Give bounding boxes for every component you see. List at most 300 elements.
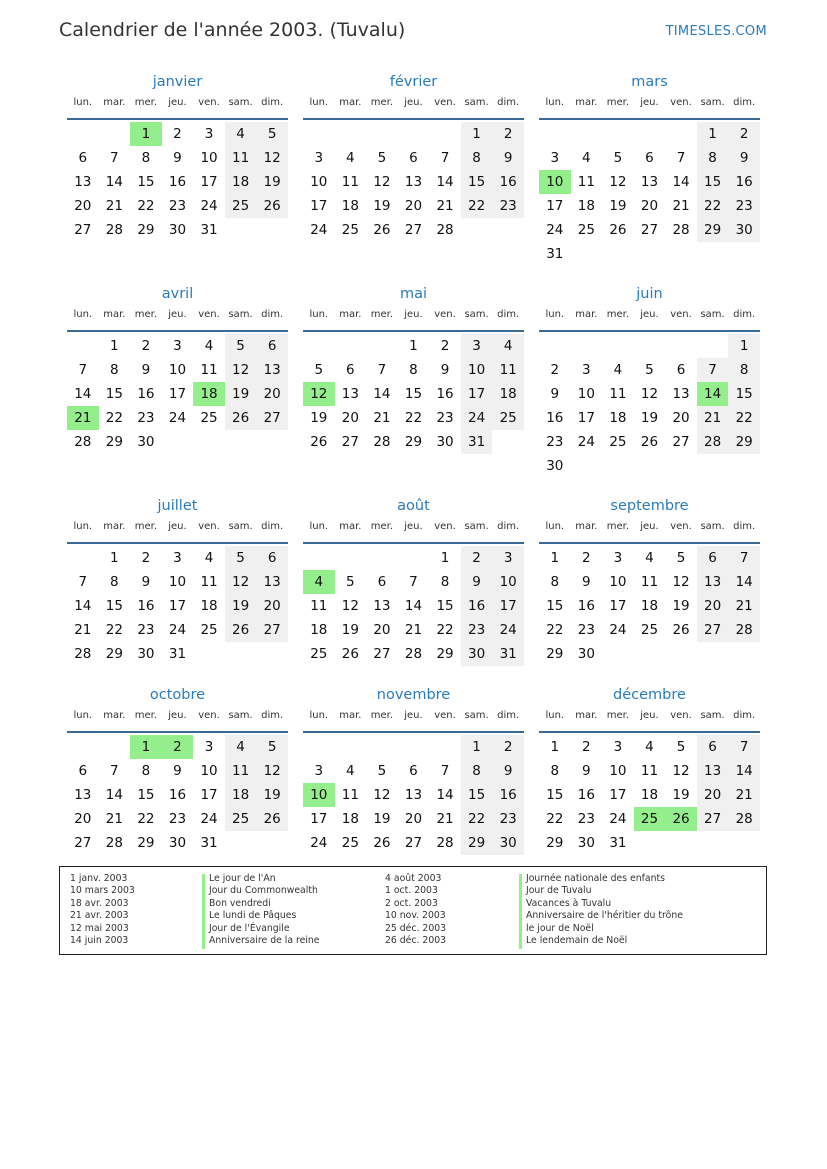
- weekday-label: ven.: [670, 97, 692, 108]
- day-cell: 24: [200, 811, 218, 827]
- weekday-label: dim.: [261, 710, 284, 721]
- empty-cell: [429, 735, 461, 759]
- day-cell: 26: [256, 194, 288, 218]
- weekday-label: mer.: [370, 97, 394, 108]
- day-cell: 18: [341, 198, 359, 214]
- day-grid: [539, 122, 760, 266]
- day-cell: 6: [676, 362, 686, 378]
- day-cell: 22: [546, 811, 564, 827]
- month-name: novembre: [376, 687, 451, 703]
- day-cell: 24: [168, 410, 187, 426]
- day-cell: 24: [461, 406, 493, 430]
- weekday-label: ven.: [434, 521, 456, 532]
- day-cell: 30: [461, 642, 493, 666]
- day-cell: 10: [461, 358, 493, 382]
- day-cell: 12: [640, 386, 659, 402]
- day-cell: 27: [341, 434, 359, 450]
- legend-date: 18 avr. 2003: [70, 897, 129, 909]
- legend-holiday: Bon vendredi: [209, 897, 271, 909]
- day-cell: 15: [728, 382, 760, 406]
- day-cell: 6: [377, 574, 387, 590]
- day-cell: 6: [409, 763, 418, 779]
- legend-date: 2 oct. 2003: [385, 897, 438, 909]
- weekday-label: dim.: [733, 710, 756, 721]
- day-cell: 14: [436, 787, 454, 803]
- day-cell: 6: [346, 362, 355, 378]
- day-cell: 28: [74, 434, 92, 450]
- day-cell: 12: [225, 570, 257, 594]
- legend-holiday: Vacances à Tuvalu: [526, 897, 612, 909]
- day-cell: 28: [728, 618, 760, 642]
- day-cell: 15: [546, 598, 564, 614]
- empty-cell: [335, 122, 367, 146]
- holiday-day: 12: [303, 382, 335, 406]
- weekday-label: mar.: [339, 710, 362, 721]
- day-cell: 29: [105, 646, 123, 662]
- day-cell: 1: [550, 550, 560, 566]
- day-cell: 18: [640, 598, 659, 614]
- day-cell: 23: [577, 811, 595, 827]
- day-cell: 3: [173, 338, 182, 354]
- month-name: février: [389, 74, 438, 90]
- day-cell: 19: [225, 382, 257, 406]
- day-cell: 18: [310, 622, 328, 638]
- day-cell: 16: [728, 170, 760, 194]
- day-cell: 14: [74, 386, 92, 402]
- day-cell: 5: [613, 150, 623, 166]
- day-cell: 23: [137, 410, 155, 426]
- day-cell: 2: [582, 550, 591, 566]
- weekday-label: jeu.: [168, 710, 187, 721]
- day-cell: 23: [492, 807, 524, 831]
- day-cell: 5: [314, 362, 324, 378]
- day-cell: 6: [697, 735, 729, 759]
- day-cell: 25: [225, 194, 257, 218]
- day-cell: 5: [676, 739, 686, 755]
- day-cell: 3: [314, 150, 324, 166]
- weekday-label: mer.: [134, 521, 158, 532]
- weekday-label: sam.: [700, 521, 725, 532]
- month-name: mai: [399, 286, 428, 302]
- month-block: [539, 284, 760, 478]
- day-cell: 19: [256, 783, 288, 807]
- day-cell: 4: [613, 362, 623, 378]
- month-block: [67, 72, 288, 242]
- day-cell: 17: [609, 598, 627, 614]
- weekday-label: mar.: [103, 710, 126, 721]
- day-cell: 9: [440, 362, 450, 378]
- day-cell: 4: [492, 334, 524, 358]
- day-cell: 26: [341, 646, 359, 662]
- legend-date: 1 janv. 2003: [70, 873, 128, 884]
- weekday-label: dim.: [733, 521, 756, 532]
- empty-cell: [665, 122, 697, 146]
- day-cell: 6: [256, 334, 288, 358]
- day-cell: 21: [728, 594, 760, 618]
- legend-date: 25 déc. 2003: [385, 922, 447, 934]
- day-cell: 23: [577, 622, 595, 638]
- day-cell: 22: [697, 194, 729, 218]
- day-cell: 27: [672, 434, 690, 450]
- day-cell: 22: [105, 410, 123, 426]
- month-name: octobre: [149, 687, 206, 703]
- day-cell: 21: [436, 811, 454, 827]
- day-cell: 22: [461, 807, 493, 831]
- legend-date: 14 juin 2003: [70, 935, 129, 947]
- day-cell: 24: [577, 434, 595, 450]
- weekday-label: dim.: [261, 97, 284, 108]
- day-cell: 5: [676, 550, 686, 566]
- legend-date: 4 août 2003: [385, 873, 442, 884]
- day-cell: 24: [492, 618, 524, 642]
- month-block: [67, 284, 288, 454]
- day-cell: 29: [137, 835, 155, 851]
- day-cell: 12: [256, 759, 288, 783]
- day-cell: 9: [550, 386, 560, 402]
- legend-holiday: Journée nationale des enfants: [526, 873, 666, 884]
- day-cell: 31: [546, 246, 564, 262]
- day-cell: 12: [373, 174, 391, 190]
- day-cell: 27: [404, 222, 423, 238]
- empty-cell: [366, 546, 398, 570]
- day-cell: 14: [728, 759, 760, 783]
- day-cell: 30: [137, 646, 155, 662]
- day-grid: [67, 334, 288, 454]
- empty-cell: [539, 122, 571, 146]
- day-cell: 19: [640, 410, 659, 426]
- day-cell: 13: [373, 598, 391, 614]
- weekday-label: mer.: [134, 710, 158, 721]
- holiday-day: 1: [130, 122, 162, 146]
- day-cell: 26: [225, 406, 257, 430]
- empty-cell: [303, 334, 335, 358]
- weekday-label: mer.: [370, 710, 394, 721]
- day-cell: 14: [404, 598, 423, 614]
- day-cell: 18: [200, 598, 218, 614]
- day-cell: 7: [676, 150, 686, 166]
- day-cell: 9: [582, 574, 591, 590]
- day-cell: 2: [141, 338, 151, 354]
- day-cell: 27: [256, 618, 288, 642]
- day-cell: 27: [373, 646, 391, 662]
- day-cell: 23: [436, 410, 454, 426]
- holiday-legend: [59, 866, 767, 955]
- weekday-label: lun.: [73, 309, 93, 320]
- day-cell: 9: [582, 763, 591, 779]
- day-cell: 28: [105, 222, 123, 238]
- day-cell: 20: [640, 198, 659, 214]
- day-cell: 13: [341, 386, 359, 402]
- empty-cell: [99, 735, 131, 759]
- day-cell: 19: [672, 787, 690, 803]
- day-cell: 16: [461, 594, 493, 618]
- weekday-label: jeu.: [404, 97, 423, 108]
- holiday-day: 21: [67, 406, 99, 430]
- day-cell: 11: [577, 174, 595, 190]
- day-cell: 18: [577, 198, 595, 214]
- day-cell: 1: [110, 338, 119, 354]
- day-cell: 21: [105, 811, 123, 827]
- day-cell: 15: [137, 174, 155, 190]
- day-cell: 5: [225, 546, 257, 570]
- day-cell: 26: [225, 618, 257, 642]
- day-cell: 11: [225, 146, 257, 170]
- day-grid: [67, 546, 288, 666]
- day-cell: 22: [404, 410, 423, 426]
- legend-holiday: le jour de Noël: [526, 922, 594, 934]
- holiday-day: 25: [634, 807, 666, 831]
- legend-date: 12 mai 2003: [70, 922, 129, 934]
- day-cell: 20: [256, 594, 288, 618]
- legend-holiday: Jour de l'Évangile: [209, 922, 290, 934]
- day-cell: 7: [110, 763, 119, 779]
- weekday-label: ven.: [198, 97, 220, 108]
- weekday-label: mar.: [103, 309, 126, 320]
- day-cell: 3: [492, 546, 524, 570]
- weekday-label: ven.: [434, 97, 456, 108]
- day-cell: 3: [314, 763, 324, 779]
- day-cell: 22: [105, 622, 123, 638]
- month-name: avril: [161, 286, 194, 302]
- day-cell: 23: [168, 811, 187, 827]
- legend-holiday: Le lundi de Pâques: [209, 910, 297, 922]
- day-cell: 23: [137, 622, 155, 638]
- day-cell: 13: [672, 386, 690, 402]
- day-cell: 16: [436, 386, 454, 402]
- weekday-label: lun.: [545, 97, 565, 108]
- day-cell: 1: [440, 550, 450, 566]
- day-cell: 29: [546, 835, 564, 851]
- holiday-day: 2: [162, 735, 194, 759]
- day-cell: 31: [200, 835, 218, 851]
- month-name: août: [397, 498, 430, 514]
- day-cell: 27: [74, 222, 92, 238]
- day-cell: 3: [173, 550, 182, 566]
- day-cell: 20: [672, 410, 690, 426]
- empty-cell: [303, 735, 335, 759]
- day-cell: 1: [110, 550, 119, 566]
- weekday-label: sam.: [464, 97, 489, 108]
- day-cell: 28: [728, 807, 760, 831]
- day-cell: 19: [310, 410, 328, 426]
- weekday-label: jeu.: [404, 710, 423, 721]
- day-cell: 23: [728, 194, 760, 218]
- legend-holiday: Le jour de l'An: [209, 873, 276, 884]
- day-cell: 9: [141, 362, 151, 378]
- page-title: Calendrier de l'année 2003. (Tuvalu): [59, 19, 406, 41]
- day-cell: 20: [256, 382, 288, 406]
- empty-cell: [67, 546, 99, 570]
- day-cell: 15: [461, 783, 493, 807]
- day-cell: 3: [613, 550, 623, 566]
- weekday-label: lun.: [545, 309, 565, 320]
- day-cell: 1: [697, 122, 729, 146]
- day-cell: 30: [577, 646, 595, 662]
- day-cell: 21: [404, 622, 423, 638]
- day-cell: 29: [728, 430, 760, 454]
- weekday-label: ven.: [434, 309, 456, 320]
- day-cell: 3: [550, 150, 560, 166]
- day-cell: 27: [640, 222, 659, 238]
- day-cell: 7: [110, 150, 119, 166]
- day-cell: 2: [141, 550, 151, 566]
- day-cell: 13: [640, 174, 659, 190]
- day-cell: 3: [582, 362, 591, 378]
- day-cell: 17: [200, 174, 218, 190]
- empty-cell: [429, 122, 461, 146]
- day-cell: 18: [492, 382, 524, 406]
- day-cell: 9: [461, 570, 493, 594]
- month-block: [303, 284, 524, 454]
- day-cell: 15: [105, 386, 123, 402]
- day-cell: 7: [728, 735, 760, 759]
- weekday-label: dim.: [261, 521, 284, 532]
- weekday-label: lun.: [545, 710, 565, 721]
- day-cell: 25: [492, 406, 524, 430]
- day-cell: 7: [78, 362, 88, 378]
- day-cell: 9: [728, 146, 760, 170]
- empty-cell: [571, 122, 603, 146]
- day-cell: 29: [697, 218, 729, 242]
- month-block: [67, 496, 288, 666]
- brand-link[interactable]: TIMESLES.COM: [665, 24, 767, 39]
- day-cell: 6: [697, 546, 729, 570]
- weekday-label: mar.: [575, 710, 598, 721]
- holiday-day: 1: [130, 735, 162, 759]
- day-cell: 31: [168, 646, 187, 662]
- day-cell: 23: [492, 194, 524, 218]
- weekday-label: lun.: [73, 97, 93, 108]
- empty-cell: [602, 122, 634, 146]
- day-cell: 13: [404, 174, 423, 190]
- day-cell: 27: [404, 835, 423, 851]
- weekday-label: jeu.: [168, 309, 187, 320]
- empty-cell: [398, 122, 430, 146]
- month-block: [539, 496, 760, 666]
- day-cell: 20: [404, 198, 423, 214]
- day-cell: 22: [546, 622, 564, 638]
- day-cell: 28: [404, 646, 423, 662]
- day-cell: 11: [640, 574, 659, 590]
- day-cell: 17: [577, 410, 595, 426]
- day-cell: 10: [200, 763, 218, 779]
- day-cell: 19: [256, 170, 288, 194]
- day-cell: 30: [168, 835, 187, 851]
- day-cell: 21: [697, 406, 729, 430]
- legend-date: 26 déc. 2003: [385, 935, 447, 947]
- day-cell: 16: [137, 386, 155, 402]
- day-cell: 4: [204, 550, 214, 566]
- weekday-header: [67, 705, 288, 733]
- weekday-label: dim.: [733, 97, 756, 108]
- day-cell: 17: [168, 598, 187, 614]
- day-cell: 2: [173, 126, 182, 142]
- day-cell: 2: [550, 362, 560, 378]
- weekday-label: dim.: [497, 710, 520, 721]
- weekday-label: jeu.: [640, 521, 659, 532]
- day-cell: 23: [461, 618, 493, 642]
- day-cell: 8: [110, 574, 119, 590]
- day-cell: 3: [613, 739, 623, 755]
- day-cell: 28: [436, 222, 454, 238]
- holiday-day: 26: [665, 807, 697, 831]
- weekday-header: [67, 304, 288, 332]
- day-cell: 5: [377, 763, 387, 779]
- day-cell: 22: [461, 194, 493, 218]
- day-cell: 11: [640, 763, 659, 779]
- day-cell: 20: [697, 594, 729, 618]
- day-cell: 12: [672, 763, 690, 779]
- day-cell: 7: [697, 358, 729, 382]
- weekday-header: [303, 516, 524, 544]
- day-cell: 25: [200, 410, 218, 426]
- day-cell: 26: [609, 222, 627, 238]
- day-cell: 5: [377, 150, 387, 166]
- empty-cell: [366, 334, 398, 358]
- weekday-header: [539, 92, 760, 120]
- day-cell: 16: [492, 170, 524, 194]
- day-cell: 18: [341, 811, 359, 827]
- month-name: mars: [631, 74, 668, 90]
- legend-dates-col2: [385, 873, 446, 947]
- day-cell: 13: [697, 570, 729, 594]
- legend-holiday: Anniversaire de l'héritier du trône: [526, 910, 683, 922]
- weekday-label: mer.: [370, 521, 394, 532]
- day-grid: [303, 334, 524, 454]
- day-cell: 4: [346, 150, 355, 166]
- legend-holiday: Anniversaire de la reine: [209, 935, 320, 947]
- day-cell: 1: [461, 735, 493, 759]
- weekday-label: mar.: [575, 521, 598, 532]
- day-cell: 27: [74, 835, 92, 851]
- weekday-header: [539, 705, 760, 733]
- day-cell: 6: [256, 546, 288, 570]
- day-cell: 18: [225, 170, 257, 194]
- weekday-header: [67, 516, 288, 544]
- day-cell: 9: [173, 150, 182, 166]
- day-cell: 30: [436, 434, 454, 450]
- day-cell: 7: [440, 150, 450, 166]
- legend-dates-col1: [70, 873, 135, 947]
- weekday-header: [539, 516, 760, 544]
- day-cell: 8: [728, 358, 760, 382]
- day-cell: 24: [609, 622, 627, 638]
- day-cell: 11: [609, 386, 627, 402]
- day-cell: 10: [168, 574, 187, 590]
- day-grid: [539, 334, 760, 478]
- day-cell: 17: [609, 787, 627, 803]
- day-cell: 28: [105, 835, 123, 851]
- day-cell: 17: [492, 594, 524, 618]
- day-cell: 1: [461, 122, 493, 146]
- day-cell: 10: [609, 763, 627, 779]
- day-cell: 21: [672, 198, 690, 214]
- weekday-label: mar.: [575, 309, 598, 320]
- day-cell: 13: [256, 570, 288, 594]
- day-cell: 15: [137, 787, 155, 803]
- day-cell: 8: [461, 146, 493, 170]
- legend-holiday: Jour de Tuvalu: [526, 885, 592, 897]
- day-cell: 31: [200, 222, 218, 238]
- day-cell: 17: [546, 198, 564, 214]
- weekday-label: mer.: [606, 97, 630, 108]
- day-cell: 30: [168, 222, 187, 238]
- day-cell: 13: [404, 787, 423, 803]
- empty-cell: [67, 334, 99, 358]
- day-cell: 14: [728, 570, 760, 594]
- day-cell: 4: [225, 122, 257, 146]
- day-cell: 25: [341, 835, 359, 851]
